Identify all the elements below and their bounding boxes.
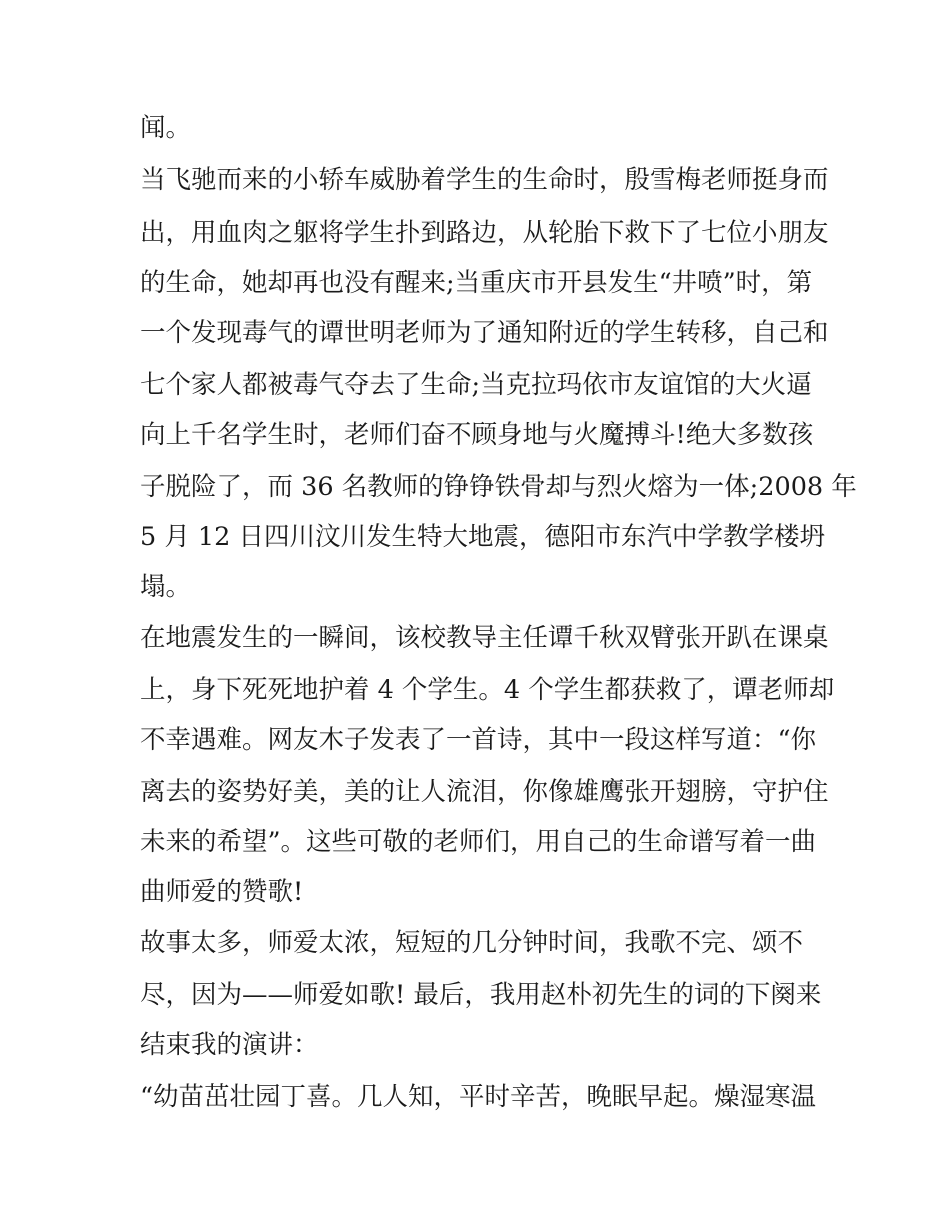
- text-line: 结束我的演讲：: [140, 1030, 319, 1060]
- text-line: 尽，因为——师爱如歌! 最后，我用赵朴初先生的词的下阕来: [140, 980, 822, 1010]
- text-line: 塌。: [140, 572, 192, 602]
- text-line: 七个家人都被毒气夺去了生命;当克拉玛依市友谊馆的大火逼: [140, 370, 812, 400]
- text-line: 曲师爱的赞歌!: [140, 877, 304, 907]
- text-line: 子脱险了，而 36 名教师的铮铮铁骨却与烈火熔为一体;2008 年: [140, 472, 857, 502]
- text-line: 向上千名学生时，老师们奋不顾身地与火魔搏斗!绝大多数孩: [140, 420, 814, 450]
- text-line: 离去的姿势好美，美的让人流泪，你像雄鹰张开翅膀，守护住: [140, 777, 829, 807]
- text-line: 故事太多，师爱太浓，短短的几分钟时间，我歌不完、颂不: [140, 928, 804, 958]
- text-line: 上，身下死死地护着 4 个学生。4 个学生都获救了，谭老师却: [140, 675, 835, 705]
- text-line: 的生命，她却再也没有醒来;当重庆市开县发生“井喷”时，第: [140, 268, 813, 298]
- text-line: 闻。: [140, 113, 192, 143]
- text-line: 一个发现毒气的谭世明老师为了通知附近的学生转移，自己和: [140, 318, 829, 348]
- text-line: 5 月 12 日四川汶川发生特大地震，德阳市东汽中学教学楼坍: [140, 522, 825, 552]
- text-line: “幼苗茁壮园丁喜。几人知，平时辛苦，晚眠早起。燥湿寒温: [140, 1082, 817, 1112]
- text-line: 出，用血肉之躯将学生扑到路边，从轮胎下救下了七位小朋友: [140, 218, 829, 248]
- text-line: 不幸遇难。网友木子发表了一首诗，其中一段这样写道：“你: [140, 725, 817, 755]
- text-line: 未来的希望”。这些可敬的老师们，用自己的生命谱写着一曲: [140, 827, 817, 857]
- text-line: 当飞驰而来的小轿车威胁着学生的生命时，殷雪梅老师挺身而: [140, 165, 829, 195]
- text-line: 在地震发生的一瞬间，该校教导主任谭千秋双臂张开趴在课桌: [140, 623, 829, 653]
